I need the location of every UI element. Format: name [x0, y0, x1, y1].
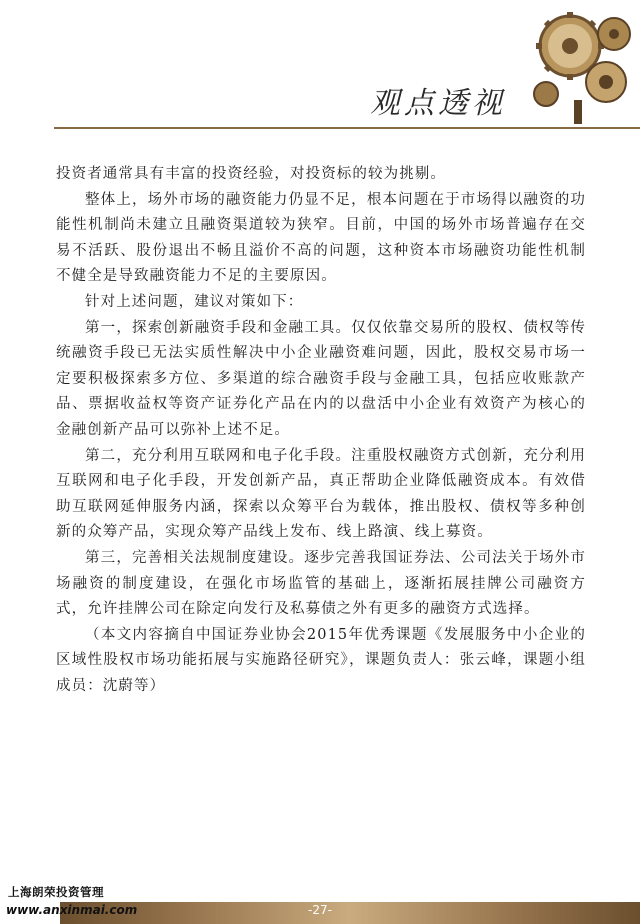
paragraph: 投资者通常具有丰富的投资经验，对投资标的较为挑剔。	[56, 166, 446, 182]
paragraph: 针对上述问题，建议对策如下：	[85, 293, 304, 310]
section-title: 观点透视	[370, 86, 506, 121]
header-divider	[54, 127, 640, 129]
gears-illustration-icon	[518, 4, 638, 124]
page-number: -27-	[308, 903, 332, 917]
paragraph: 第二，充分利用互联网和电子化手段。注重股权融资方式创新，充分利用互联网和电子化手段，开发创新产品，真正帮助企业降低融资成本。有效借助互联网延伸服务内涵，探索以众筹平台为载体，推出股权、债权等多种创新的众筹产品，实现众筹产品线上发布、线上路演、线上募资。	[56, 447, 586, 541]
paragraph: 第三，完善相关法规制度建设。逐步完善我国证券法、公司法关于场外市场融资的制度建设，在强化市场监管的基础上，逐渐拓展挂牌公司融资方式，允许挂牌公司在除定向发行及私募债之外有更多的融资方式选择。	[56, 549, 586, 618]
paragraph: 第一，探索创新融资手段和金融工具。仅仅依靠交易所的股权、债权等传统融资手段已无法实质性解决中小企业融资难问题，因此，股权交易市场一定要积极探索多方位、多渠道的综合融资手段与金融工具，包括应收账款产品、票据收益权等资产证券化产品在内的以盘活中小企业有效资产为核心的金融创新产品可以弥补上述不足。	[56, 319, 586, 438]
paragraph: 整体上，场外市场的融资能力仍显不足，根本问题在于市场得以融资的功能性机制尚未建立且融资渠道较为狭窄。目前，中国的场外市场普遍存在交易不活跃、股份退出不畅且溢价不高的问题，这种资本市场融资功能性机制不健全是导致融资能力不足的主要原因。	[56, 191, 586, 285]
footer-brand: 上海朗荣投资管理	[8, 885, 104, 899]
source-citation: （本文内容摘自中国证券业协会2015年优秀课题《发展服务中小企业的区域性股权市场功能拓展与实施路径研究》，课题负责人：张云峰，课题小组成员：沈蔚等）	[56, 626, 586, 694]
article-body	[56, 162, 586, 699]
footer-url[interactable]: www.anxinmai.com	[6, 903, 138, 917]
